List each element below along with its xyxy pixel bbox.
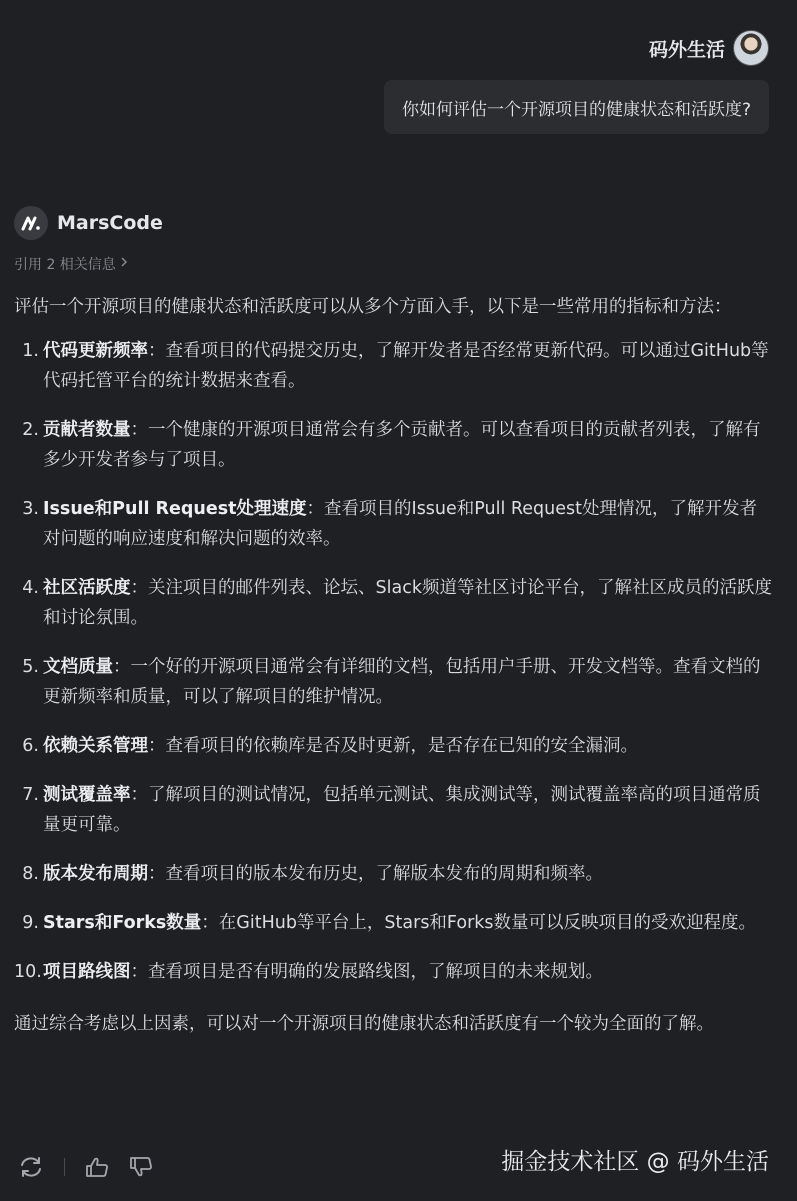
item-text: ：查看项目的依赖库是否及时更新，是否存在已知的安全漏洞。 bbox=[148, 736, 638, 756]
chevron-right-icon bbox=[120, 256, 128, 272]
item-number: 6. bbox=[22, 736, 39, 756]
item-number: 5. bbox=[22, 657, 39, 677]
references-link[interactable] bbox=[14, 254, 128, 274]
item-title: 代码更新频率 bbox=[43, 341, 148, 361]
answer-outro: 通过综合考虑以上因素，可以对一个开源项目的健康状态和活跃度有一个较为全面的了解。 bbox=[14, 1014, 714, 1034]
item-title: Stars和Forks数量 bbox=[43, 913, 202, 933]
item-text: ：查看项目的Issue和Pull Request处理情况，了解开发者对问题的响应速度和解决问题的效率。 bbox=[43, 499, 757, 549]
list-item bbox=[14, 336, 774, 396]
list-item bbox=[14, 780, 774, 840]
item-title: 依赖关系管理 bbox=[43, 736, 148, 756]
bot-header bbox=[14, 206, 163, 240]
item-title: 版本发布周期 bbox=[43, 864, 148, 884]
answer-intro: 评估一个开源项目的健康状态和活跃度可以从多个方面入手，以下是一些常用的指标和方法： bbox=[14, 297, 732, 317]
list-item bbox=[14, 415, 774, 475]
item-number: 10. bbox=[14, 962, 42, 982]
list-item bbox=[14, 652, 774, 712]
item-number: 8. bbox=[22, 864, 39, 884]
user-question: 你如何评估一个开源项目的健康状态和活跃度? bbox=[401, 99, 751, 120]
bot-name: MarsCode bbox=[57, 212, 163, 234]
item-number: 7. bbox=[22, 785, 39, 805]
list-item bbox=[14, 573, 774, 633]
item-text: ：查看项目的代码提交历史，了解开发者是否经常更新代码。可以通过GitHub等代码托管平台的统计数据来查看。 bbox=[43, 341, 769, 391]
item-number: 4. bbox=[22, 578, 39, 598]
item-title: 测试覆盖率 bbox=[43, 785, 131, 805]
references-label: 引用 2 相关信息 bbox=[14, 257, 116, 273]
item-title: 项目路线图 bbox=[43, 962, 131, 982]
thumbs-down-icon[interactable] bbox=[129, 1156, 153, 1178]
item-number: 1. bbox=[22, 341, 39, 361]
marscode-logo-icon bbox=[14, 206, 48, 240]
list-item bbox=[14, 957, 774, 987]
item-text: ：一个健康的开源项目通常会有多个贡献者。可以查看项目的贡献者列表，了解有多少开发者参与了项目。 bbox=[43, 420, 761, 470]
item-number: 9. bbox=[22, 913, 39, 933]
user-avatar[interactable] bbox=[733, 30, 769, 66]
item-text: ：关注项目的邮件列表、论坛、Slack频道等社区讨论平台，了解社区成员的活跃度和讨论氛围。 bbox=[43, 578, 772, 628]
item-text: ：查看项目是否有明确的发展路线图，了解项目的未来规划。 bbox=[130, 962, 603, 982]
user-message-bubble bbox=[384, 80, 769, 134]
thumbs-up-icon[interactable] bbox=[85, 1156, 109, 1178]
item-title: 贡献者数量 bbox=[43, 420, 131, 440]
list-item bbox=[14, 859, 774, 889]
item-text: ：在GitHub等平台上，Stars和Forks数量可以反映项目的受欢迎程度。 bbox=[201, 913, 757, 933]
user-header bbox=[649, 30, 769, 66]
refresh-icon[interactable] bbox=[18, 1156, 44, 1178]
answer-list bbox=[14, 336, 774, 987]
item-title: 社区活跃度 bbox=[43, 578, 131, 598]
answer-content bbox=[14, 288, 774, 1039]
item-title: Issue和Pull Request处理速度 bbox=[43, 499, 307, 519]
message-actions bbox=[18, 1156, 153, 1178]
item-number: 3. bbox=[22, 499, 39, 519]
item-text: ：查看项目的版本发布历史，了解版本发布的周期和频率。 bbox=[148, 864, 603, 884]
item-text: ：一个好的开源项目通常会有详细的文档，包括用户手册、开发文档等。查看文档的更新频率和质量，可以了解项目的维护情况。 bbox=[43, 657, 761, 707]
actions-divider bbox=[64, 1158, 65, 1176]
item-number: 2. bbox=[22, 420, 39, 440]
user-name: 码外生活 bbox=[648, 38, 725, 61]
item-text: ：了解项目的测试情况，包括单元测试、集成测试等，测试覆盖率高的项目通常质量更可靠。 bbox=[43, 785, 761, 835]
item-title: 文档质量 bbox=[43, 657, 113, 677]
list-item bbox=[14, 494, 774, 554]
list-item bbox=[14, 731, 774, 761]
list-item bbox=[14, 908, 774, 938]
watermark: 掘金技术社区 @ 码外生活 bbox=[501, 1149, 769, 1175]
